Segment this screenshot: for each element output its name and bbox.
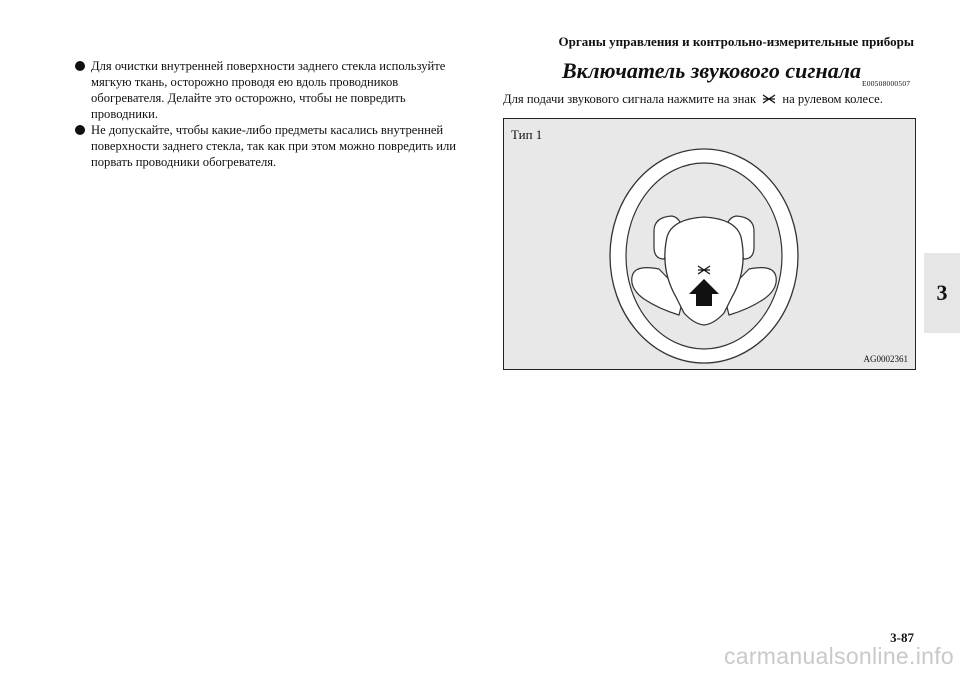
watermark-text: carmanualsonline.info bbox=[723, 643, 954, 669]
bullet-dot-icon bbox=[75, 125, 85, 135]
figure-code: AG0002361 bbox=[863, 354, 908, 364]
section-text bbox=[503, 91, 923, 107]
section-code: E00508000507 bbox=[862, 79, 911, 88]
chapter-tab bbox=[924, 253, 960, 333]
bullet-text: Для очистки внутренней поверхности заднего стекла используйте мягкую ткань, осторожно проводя ею вдоль проводников обогревателя. Делайте это осторожно, чтобы не повредить проводники. bbox=[91, 59, 446, 121]
bullet-dot-icon bbox=[75, 61, 85, 71]
section-text-before: Для подачи звукового сигнала нажмите на знак bbox=[503, 92, 757, 106]
steering-wheel-illustration bbox=[504, 119, 917, 371]
steering-wheel-figure bbox=[503, 118, 916, 370]
horn-icon bbox=[761, 94, 777, 104]
section-title: Включатель звукового сигнала bbox=[562, 58, 862, 83]
bullet-text: Не допускайте, чтобы какие-либо предметы касались внутренней поверхности заднего стекла, так как при этом можно повредить или порвать проводники обогревателя. bbox=[91, 123, 456, 169]
bullet-item bbox=[75, 122, 460, 170]
left-column bbox=[75, 58, 460, 170]
section-text-after: на рулевом колесе. bbox=[782, 92, 883, 106]
chapter-number: 3 bbox=[936, 280, 948, 305]
figure-label: Тип 1 bbox=[511, 127, 543, 142]
page-number: 3-87 bbox=[890, 630, 914, 645]
page-header-title: Органы управления и контрольно-измерительные приборы bbox=[558, 34, 914, 49]
bullet-item bbox=[75, 58, 460, 122]
